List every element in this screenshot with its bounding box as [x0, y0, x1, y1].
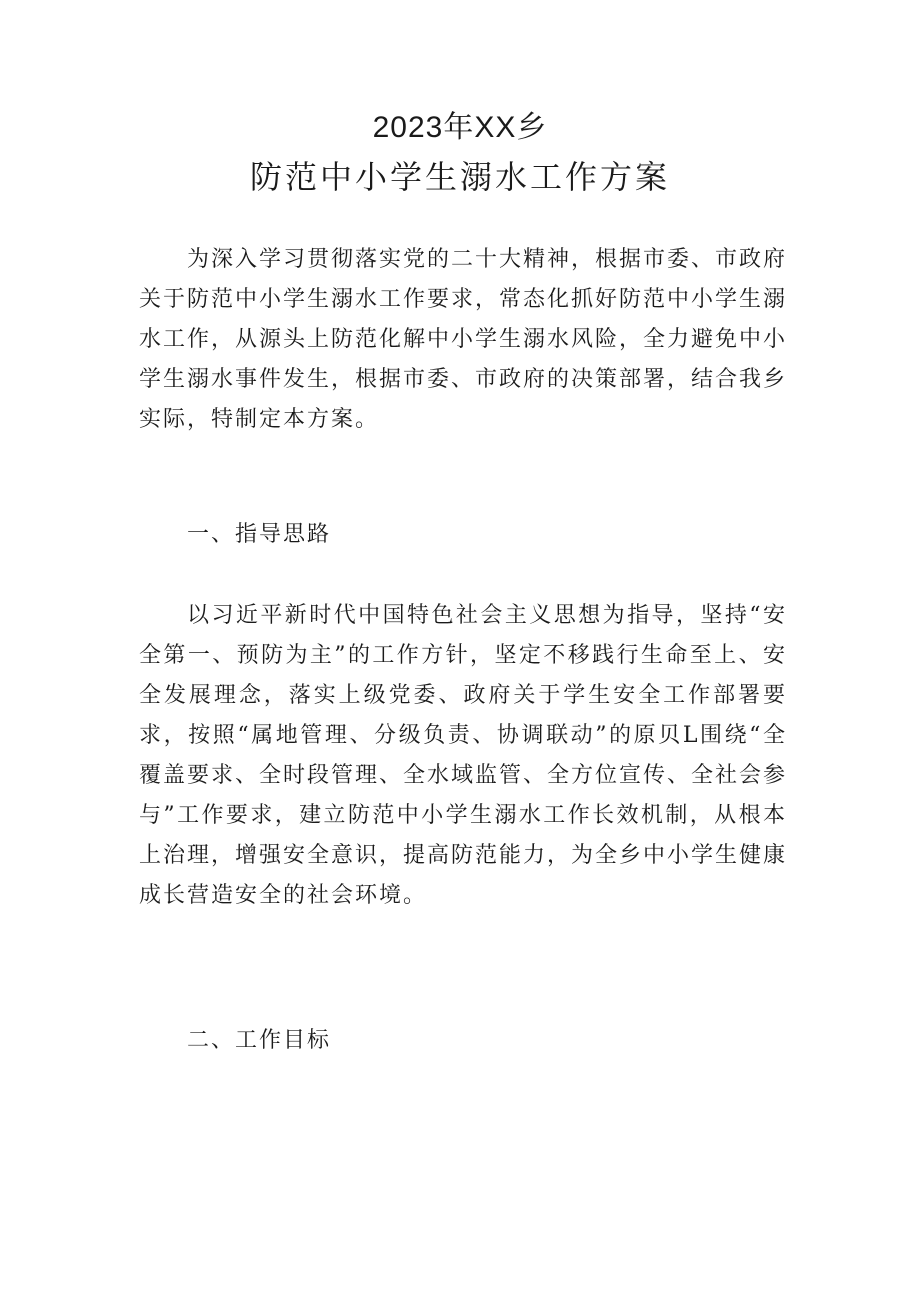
- title-plan-name: 防范中小学生溺水工作方案: [249, 159, 670, 195]
- section-heading-work-goals: 二、工作目标: [187, 1028, 332, 1053]
- section-heading-guiding-ideas: 一、指导思路: [187, 522, 332, 547]
- document-title: [0, 104, 920, 202]
- title-year-township: 2023年XX乡: [372, 111, 548, 144]
- intro-paragraph: 为深入学习贯彻落实党的二十大精神，根据市委、市政府关于防范中小学生溺水工作要求，常态化抓好防范中小学生溺水工作，从源头上防范化解中小学生溺水风险，全力避免中小学生溺水事件发生，根据市委、市政府的决策部署，结合我乡实际，特制定本方案。: [139, 247, 788, 432]
- section-paragraph-guiding-ideas: 以习近平新时代中国特色社会主义思想为指导，坚持“安全第一、预防为主”的工作方针，坚定不移践行生命至上、安全发展理念，落实上级党委、政府关于学生安全工作部署要求，按照“属地管理、分级负责、协调联动”的原贝L围绕“全覆盖要求、全时段管理、全水域监管、全方位宣传、全社会参与”工作要求，建立防范中小学生溺水工作长效机制，从根本上治理，增强安全意识，提高防范能力，为全乡中小学生健康成长营造安全的社会环境。: [139, 603, 788, 908]
